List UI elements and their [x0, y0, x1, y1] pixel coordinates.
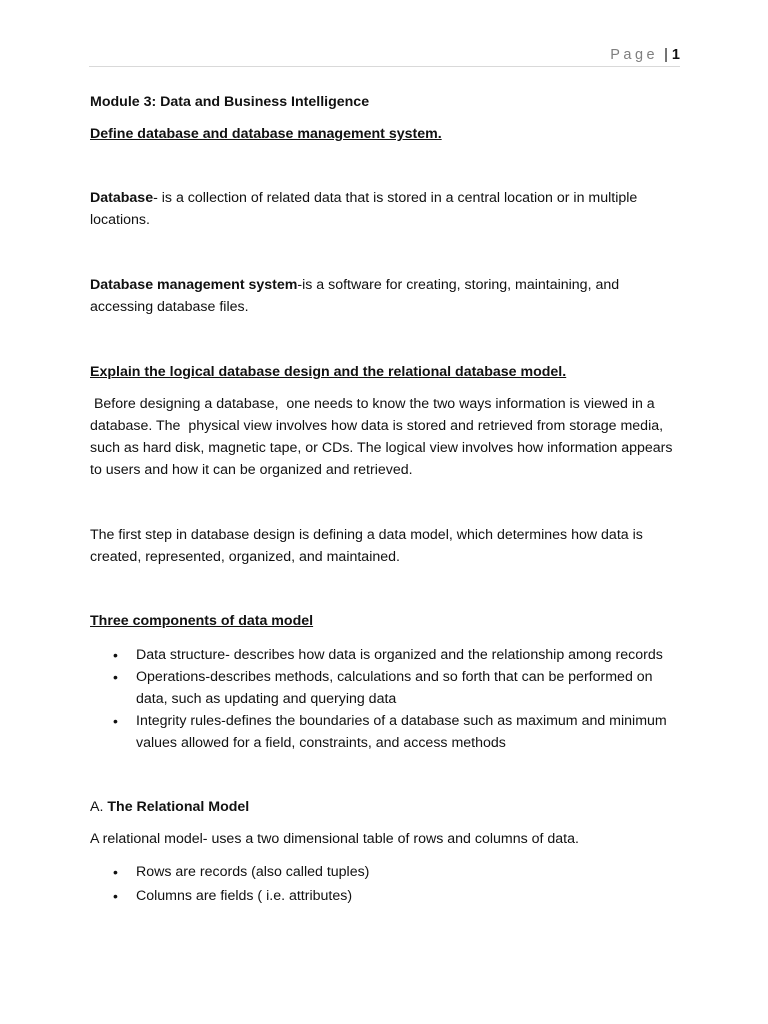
list-item: • Integrity rules-defines the boundaries of a database such as maximum and minimum values allowed for a field, constraints, and access methods [90, 710, 680, 754]
database-def-text: - is a collection of related data that is stored in a central location or in multiple locations. [90, 190, 638, 228]
page-number: 1 [671, 47, 680, 63]
list-item: • Operations-describes methods, calculations and so forth that can be performed on data, such as updating and querying data [90, 666, 680, 710]
dbms-def-text: -is a software for creating, storing, maintaining, and accessing database files. [90, 277, 620, 315]
database-definition [90, 187, 680, 231]
q1-heading: Define database and database management system. [90, 126, 442, 142]
components-heading: Three components of data model [90, 613, 314, 629]
document-body [90, 91, 680, 907]
page-separator: | [664, 47, 668, 63]
dbms-definition [90, 274, 680, 318]
relational-heading [90, 796, 680, 818]
list-item: • Columns are fields ( i.e. attributes) [90, 885, 680, 907]
data-model-paragraph: The first step in database design is defining a data model, which determines how data is created, represented, organized, and maintained. [90, 527, 643, 565]
module-title: Module 3: Data and Business Intelligence [90, 94, 370, 110]
list-item: • Rows are records (also called tuples) [90, 861, 680, 883]
relational-list [90, 861, 680, 907]
page-label: Page [610, 47, 659, 63]
views-paragraph: Before designing a database, one needs to know the two ways information is viewed in a database. The physical view involves how data is stored and retrieved from storage media, such as hard disk, magnetic tape, or CDs. The logical view involves how information appears to users and how it can be organized and retrieved. [90, 396, 677, 478]
components-list [90, 644, 680, 754]
page-header [89, 44, 680, 67]
section-prefix: A. [90, 799, 108, 815]
q2-heading: Explain the logical database design and the relational database model. [90, 364, 567, 380]
dbms-term: Database management system [90, 277, 298, 293]
relational-definition: A relational model- uses a two dimensional table of rows and columns of data. [90, 831, 579, 847]
relational-title: The Relational Model [107, 799, 250, 815]
database-term: Database [90, 190, 154, 206]
list-item: • Data structure- describes how data is organized and the relationship among records [90, 644, 680, 666]
